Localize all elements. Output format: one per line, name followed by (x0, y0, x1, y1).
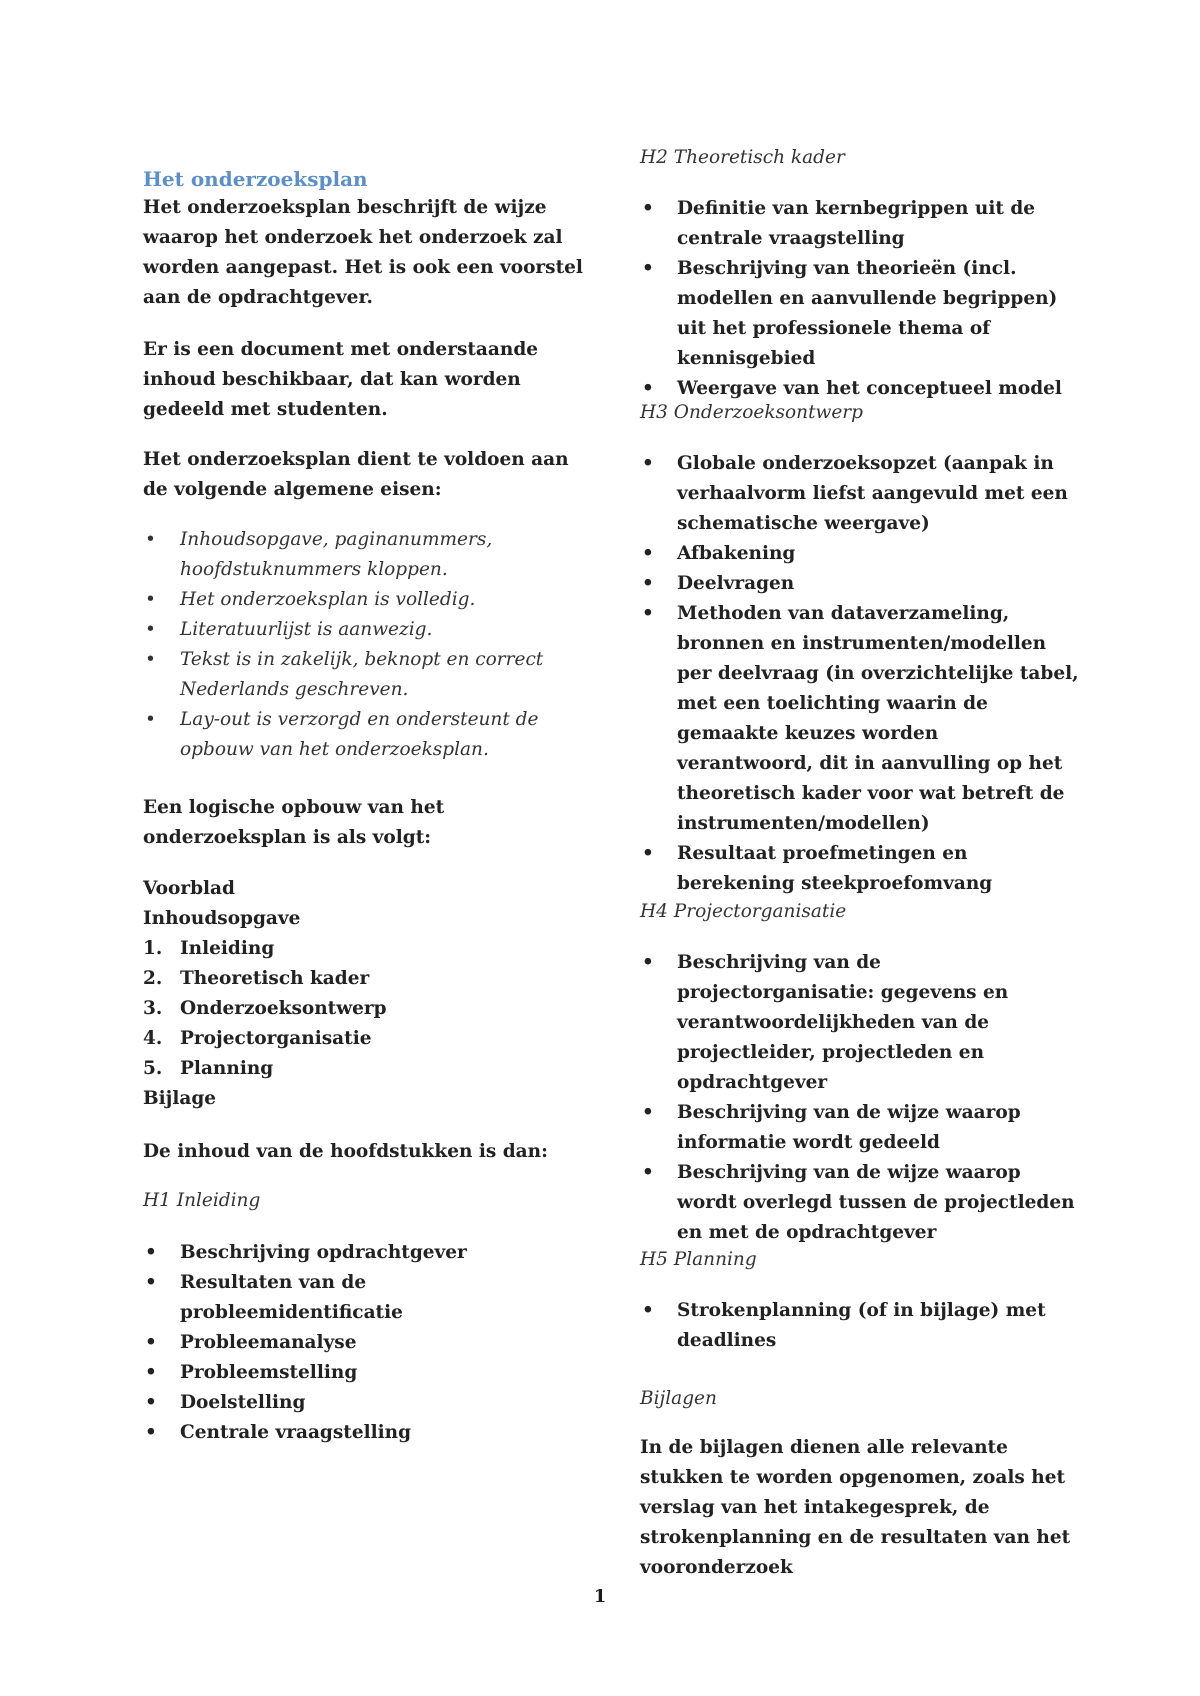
chapter-item: 1. Inleiding (143, 938, 275, 959)
page-title: Het onderzoeksplan (143, 167, 368, 191)
h5-heading: H5 Planning (640, 1249, 757, 1270)
h4-list (640, 948, 1080, 1248)
list-item: • Resultaat proefmetingen en berekening steekproefomvang (640, 839, 1080, 899)
list-item: • Beschrijving opdrachtgever (143, 1238, 583, 1268)
h3-heading: H3 Onderzoeksontwerp (640, 402, 863, 423)
h2-heading: H2 Theoretisch kader (640, 147, 845, 168)
list-item: • Tekst is in zakelijk, beknopt en correct Nederlands geschreven. (143, 645, 583, 705)
structure-intro: Een logische opbouw van het onderzoeksplan is als volgt: (143, 797, 445, 848)
list-item: • Beschrijving van de projectorganisatie: gegevens en verantwoordelijkheden van de projectleider, projectleden en opdrachtgever (640, 948, 1080, 1098)
structure-outline (143, 874, 583, 1114)
chapters-intro: De inhoud van de hoofdstukken is dan: (143, 1141, 548, 1162)
list-item: • Globale onderzoeksopzet (aanpak in verhaalvorm liefst aangevuld met een schematische weergave) (640, 449, 1080, 539)
list-item: • Centrale vraagstelling (143, 1418, 583, 1448)
list-item: • Definitie van kernbegrippen uit de centrale vraagstelling (640, 194, 1080, 254)
h3-list (640, 449, 1080, 899)
list-item: • Deelvragen (640, 569, 1080, 599)
bijlagen-paragraph: In de bijlagen dienen alle relevante stukken te worden opgenomen, zoals het verslag van het intakegesprek, de strokenplanning en de resultaten van het vooronderzoek (640, 1437, 1071, 1578)
list-item: • Doelstelling (143, 1388, 583, 1418)
structure-front-item: Voorblad (143, 878, 235, 899)
list-item: • Strokenplanning (of in bijlage) met deadlines (640, 1296, 1080, 1356)
structure-back-item: Bijlage (143, 1088, 217, 1109)
h5-list (640, 1296, 1080, 1356)
list-item: • Probleemstelling (143, 1358, 583, 1388)
intro-paragraph: Het onderzoeksplan beschrijft de wijze waarop het onderzoek het onderzoek zal worden aangepast. Het is ook een voorstel aan de opdrachtgever. (143, 197, 583, 308)
list-item: • Lay-out is verzorgd en ondersteunt de opbouw van het onderzoeksplan. (143, 705, 583, 765)
chapter-item: 2. Theoretisch kader (143, 968, 370, 989)
list-item: • Afbakening (640, 539, 1080, 569)
chapter-item: 5. Planning (143, 1058, 274, 1079)
list-item: • Beschrijving van de wijze waarop wordt overlegd tussen de projectleden en met de opdrachtgever (640, 1158, 1080, 1248)
bijlagen-heading: Bijlagen (640, 1388, 717, 1409)
h1-list (143, 1238, 583, 1448)
list-item: • Inhoudsopgave, paginanummers, hoofdstuknummers kloppen. (143, 525, 583, 585)
chapter-item: 3. Onderzoeksontwerp (143, 998, 387, 1019)
h2-list (640, 194, 1080, 404)
structure-front-item: Inhoudsopgave (143, 908, 301, 929)
document-note-paragraph: Er is een document met onderstaande inhoud beschikbaar, dat kan worden gedeeld met studenten. (143, 339, 539, 420)
requirements-list (143, 525, 583, 765)
list-item: • Beschrijving van de wijze waarop informatie wordt gedeeld (640, 1098, 1080, 1158)
list-item: • Het onderzoeksplan is volledig. (143, 585, 583, 615)
h1-heading: H1 Inleiding (143, 1190, 261, 1211)
list-item: • Probleemanalyse (143, 1328, 583, 1358)
list-item: • Methoden van dataverzameling, bronnen en instrumenten/modellen per deelvraag (in overzichtelijke tabel, met een toelichting waarin de gemaakte keuzes worden verantwoord, dit in aanvulling op het theoretisch kader voor wat betreft de instrumenten/modellen) (640, 599, 1080, 839)
chapter-item: 4. Projectorganisatie (143, 1028, 372, 1049)
list-item: • Resultaten van de probleemidentificatie (143, 1268, 583, 1328)
page-number: 1 (593, 1586, 607, 1607)
list-item: • Beschrijving van theorieën (incl. modellen en aanvullende begrippen) uit het professionele thema of kennisgebied (640, 254, 1080, 374)
list-item: • Literatuurlijst is aanwezig. (143, 615, 583, 645)
requirements-intro: Het onderzoeksplan dient te voldoen aan de volgende algemene eisen: (143, 449, 569, 500)
list-item: • Weergave van het conceptueel model (640, 374, 1080, 404)
h4-heading: H4 Projectorganisatie (640, 901, 847, 922)
